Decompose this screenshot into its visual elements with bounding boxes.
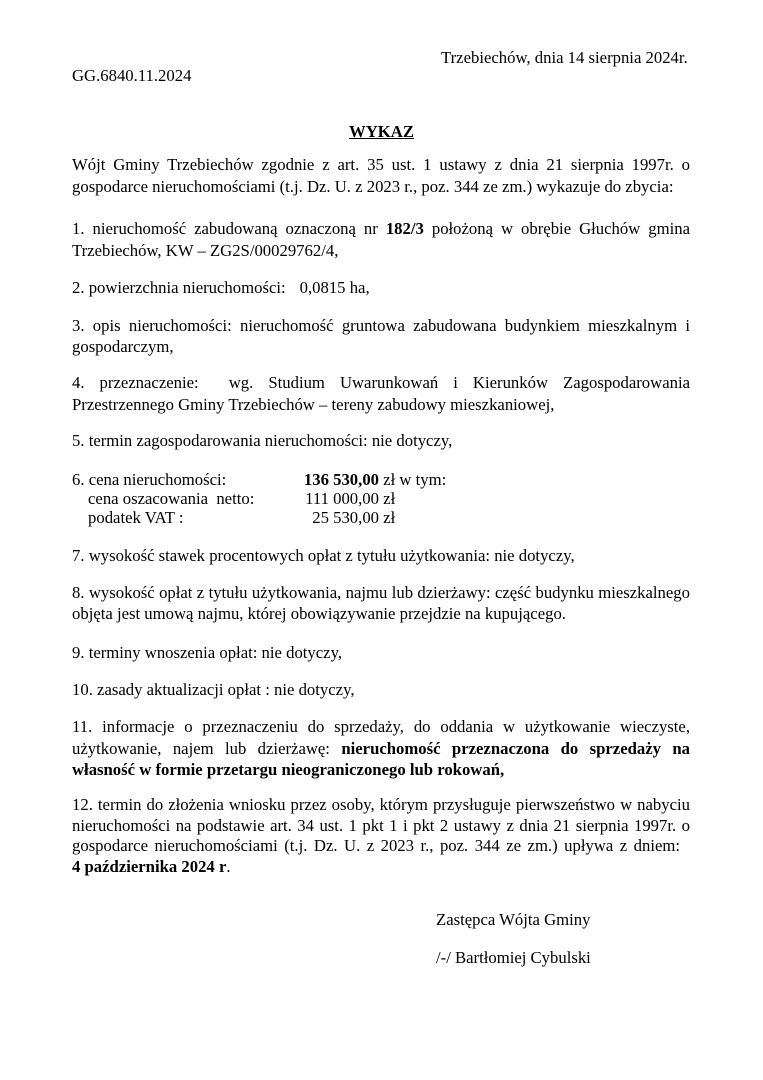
parcel-number: 182/3 (385, 219, 424, 238)
list-item-3 (72, 315, 690, 357)
vat-label: podatek VAT : (88, 508, 184, 527)
price-total-value: 136 530,00 (303, 470, 379, 489)
list-item-3-line-1: 3. opis nieruchomości: nieruchomość gruntowa zabudowana budynkiem mieszkalnym i (72, 316, 690, 335)
list-item-12 (72, 795, 690, 878)
document-title: WYKAZ (349, 122, 414, 141)
intro-paragraph (72, 154, 690, 198)
net-price-row (303, 488, 395, 509)
price-label: 6. cena nieruchomości: (72, 470, 227, 489)
list-item-12-line-3: gospodarce nieruchomościami (t.j. Dz. U. z 2023 r., poz. 344 ze zm.) upływa z dniem: (72, 836, 680, 856)
vat-currency: zł (383, 508, 396, 527)
sale-method-bold: własność w formie przetargu nieograniczonego lub rokowań, (72, 760, 505, 779)
reference-number: GG.6840.11.2024 (72, 66, 192, 85)
area-label: 2. powierzchnia nieruchomości: (72, 278, 286, 297)
property-description: 1. nieruchomość zabudowaną oznaczoną nr (72, 219, 378, 238)
purpose-text: wg. Studium Uwarunkowań i Kierunków Zagospodarowania (228, 373, 690, 392)
list-item-11 (72, 716, 690, 781)
list-item-12-line-2: nieruchomości na podstawie art. 34 ust. 1 pkt 1 i pkt 2 ustawy z dnia 21 sierpnia 1997r. o (72, 815, 690, 835)
list-item-10: 10. zasady aktualizacji opłat : nie dotyczy, (72, 680, 355, 699)
list-item-11-line-1: 11. informacje o przeznaczeniu do sprzedaży, do oddania w użytkowanie wieczyste, (72, 717, 690, 736)
list-item-1 (72, 218, 690, 262)
list-item-11-line-2 (72, 738, 690, 760)
lease-options-text: użytkowanie, najem lub dzierżawę: (72, 738, 330, 758)
list-item-9: 9. terminy wnoszenia opłat: nie dotyczy, (72, 643, 343, 662)
signatory-name: /-/ Bartłomiej Cybulski (436, 948, 591, 967)
property-location: położoną w obrębie Głuchów gmina (431, 219, 690, 238)
net-price-value: 111 000,00 (305, 489, 379, 508)
list-item-3-line-2: gospodarczym, (72, 337, 174, 356)
net-price-label: cena oszacowania netto: (88, 489, 255, 508)
intro-line-2: gospodarce nieruchomościami (t.j. Dz. U. z 2023 r., poz. 344 ze zm.) wykazuje do zbycia: (72, 177, 674, 196)
place-and-date: Trzebiechów, dnia 14 sierpnia 2024r. (441, 48, 688, 67)
list-item-12-line-4 (72, 857, 690, 878)
list-item-11-line-3 (72, 759, 690, 781)
list-item-1-line-1 (72, 218, 690, 240)
list-item-7: 7. wysokość stawek procentowych opłat z tytułu użytkowania: nie dotyczy, (72, 546, 575, 565)
deadline-period: . (226, 857, 231, 877)
list-item-4 (72, 372, 690, 415)
deadline-date: 4 października 2024 r (72, 857, 227, 877)
purpose-label: 4. przeznaczenie: (72, 373, 199, 392)
vat-row (303, 507, 395, 528)
list-item-12-line-1: 12. termin do złożenia wniosku przez osoby, którym przysługuje pierwszeństwo w nabyciu (72, 795, 690, 814)
list-item-5: 5. termin zagospodarowania nieruchomości: nie dotyczy, (72, 431, 453, 450)
area-value: 0,0815 ha, (299, 278, 370, 297)
vat-value: 25 530,00 (312, 508, 379, 527)
net-price-currency: zł (383, 489, 396, 508)
list-item-8 (72, 583, 690, 624)
list-item-4-line-2: Przestrzennego Gminy Trzebiechów – tereny zabudowy mieszkaniowej, (72, 394, 555, 414)
intro-line-1: Wójt Gminy Trzebiechów zgodnie z art. 35 ust. 1 ustawy z dnia 21 sierpnia 1997r. o (72, 155, 690, 174)
signatory-position: Zastępca Wójta Gminy (436, 910, 591, 929)
price-total-suffix: zł w tym: (383, 470, 447, 489)
list-item-2 (72, 277, 370, 298)
sale-purpose-bold: nieruchomość przeznaczona do sprzedaży na (341, 738, 691, 758)
list-item-4-line-1 (72, 372, 690, 394)
list-item-8-line-2: objęta jest umową najmu, której obowiązywanie przejdzie na kupującego. (72, 603, 566, 623)
price-total-row (303, 469, 446, 490)
land-register-line: Trzebiechów, KW – ZG2S/00029762/4, (72, 241, 339, 260)
list-item-8-line-1: 8. wysokość opłat z tytułu użytkowania, najmu lub dzierżawy: część budynku mieszkalnego (72, 583, 690, 602)
